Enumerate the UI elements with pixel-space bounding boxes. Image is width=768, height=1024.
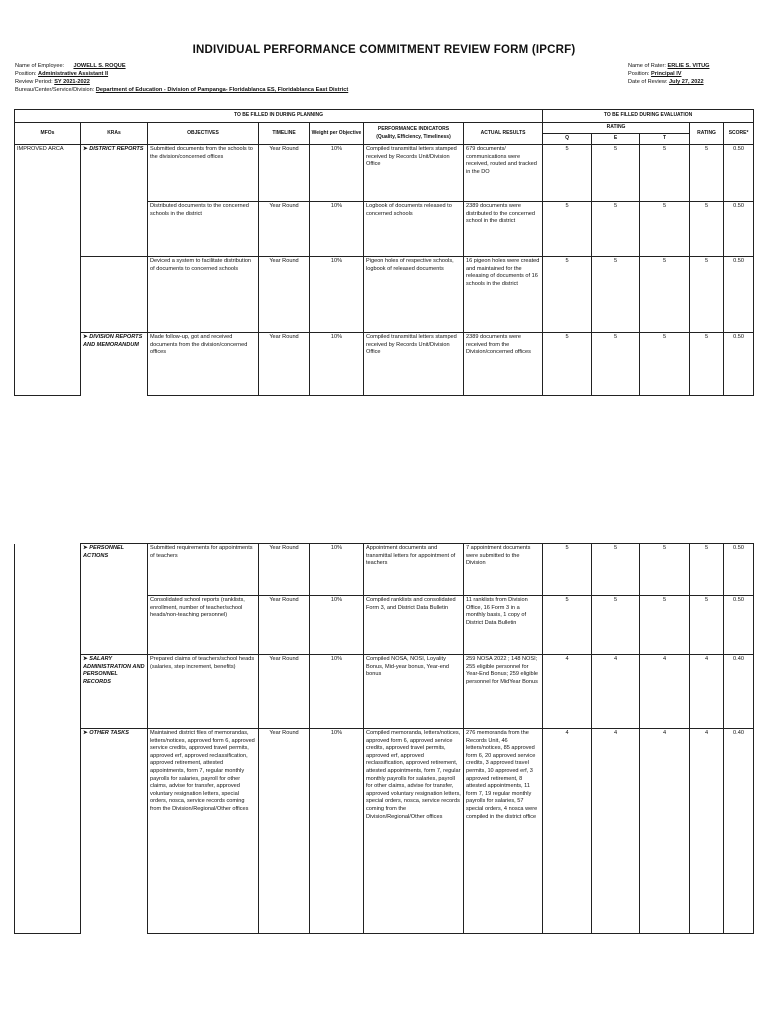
indicators-header xyxy=(364,123,464,145)
indicator-text: Compiled transmittal letters stamped received by Records Unit/Division Office xyxy=(366,334,457,356)
result-cell xyxy=(464,655,543,729)
timeline-text: Year Round xyxy=(269,334,299,340)
q-value: 4 xyxy=(565,730,569,736)
kra-text: PERSONNEL ACTIONS xyxy=(83,545,124,559)
indicator-cell xyxy=(364,257,464,333)
score-cell xyxy=(724,202,754,257)
q-cell xyxy=(543,729,592,934)
indicator-text: Compiled transmittal letters stamped received by Records Unit/Division Office xyxy=(366,146,457,168)
weight-cell xyxy=(310,655,364,729)
evaluation-header: TO BE FILLED DURING EVALUATION xyxy=(543,110,754,123)
indicator-text: Compiled memoranda, letters/notices, approved form 6, approved service credits, approved travel permits, approved erf, approved reclassification, approved retirement, attested appointments, form 7, regular monthly payrolls for salaries, payroll for other claims, advise for transfer, approved voluntary resignation letters, special orders, nosca, service records coming from the Division/Regional/Other offices xyxy=(366,730,461,820)
result-cell xyxy=(464,333,543,396)
planning-header: TO BE FILLED IN DURING PLANNING xyxy=(15,110,543,123)
review-period: SY 2021-2022 xyxy=(54,79,90,85)
weight-cell xyxy=(310,729,364,934)
mfo-cell xyxy=(15,145,81,202)
actual-results-header: ACTUAL RESULTS xyxy=(464,123,543,145)
result-text: 11 ranklists from Division Office, 16 Form 3 in a monthly basis, 1 copy of District Data Bulletin xyxy=(466,597,528,626)
q-cell xyxy=(543,257,592,333)
objective-cell xyxy=(148,655,259,729)
result-text: 679 documents/ communications were received, routed and tracked in the DO xyxy=(466,146,537,175)
rater-name-label: Name of Rater: xyxy=(628,63,666,69)
result-cell xyxy=(464,544,543,596)
timeline-header: TIMELINE xyxy=(259,123,310,145)
t-cell xyxy=(640,333,690,396)
ipcrf-table-page1 xyxy=(14,109,754,396)
t-cell xyxy=(640,544,690,596)
employee-position: Administrative Assistant II xyxy=(38,71,109,77)
weight-header: Weight per Objective xyxy=(310,123,364,145)
weight-text: 10% xyxy=(330,730,343,736)
timeline-cell xyxy=(259,333,310,396)
mfo-cell xyxy=(15,729,81,934)
indicator-cell xyxy=(364,544,464,596)
e-cell xyxy=(592,257,640,333)
objective-text: Submitted requirements for appointments of teachers xyxy=(150,545,253,559)
score-cell xyxy=(724,544,754,596)
table-row xyxy=(15,145,754,202)
weight-cell xyxy=(310,596,364,655)
table-row xyxy=(15,333,754,396)
indicators-title: PERFORMANCE INDICATORS xyxy=(377,125,450,132)
timeline-cell xyxy=(259,655,310,729)
q-value: 5 xyxy=(565,597,569,603)
mfo-cell xyxy=(15,202,81,257)
t-value: 5 xyxy=(663,146,667,152)
t-value: 5 xyxy=(663,258,667,264)
weight-text: 10% xyxy=(330,334,343,340)
weight-cell xyxy=(310,145,364,202)
t-value: 4 xyxy=(662,656,667,662)
mfo-cell xyxy=(15,544,81,596)
q-value: 5 xyxy=(565,146,569,152)
bureau: Department of Education - Division of Pampanga- Floridablanca ES, Floridablanca East District xyxy=(95,87,349,93)
kras-header: KRAs xyxy=(81,123,148,145)
q-value: 5 xyxy=(565,203,569,209)
rating-value: 5 xyxy=(704,597,709,603)
ipcrf-table-page2 xyxy=(14,543,754,934)
result-cell xyxy=(464,257,543,333)
score-cell xyxy=(724,257,754,333)
mfos-header: MFOs xyxy=(15,123,81,145)
mfo-text: IMPROVED ARCA xyxy=(17,146,64,152)
e-cell xyxy=(592,655,640,729)
timeline-text: Year Round xyxy=(269,545,299,551)
rating-value: 5 xyxy=(705,258,709,264)
result-text: 259 NOSA 2022 ; 148 NOSI; 255 eligible personnel for Year-End Bonus; 259 eligible personnel for MidYear Bonus xyxy=(466,656,538,685)
q-cell xyxy=(543,655,592,729)
score-cell xyxy=(724,333,754,396)
mfo-cell xyxy=(15,596,81,655)
rater-name: ERLIE S. VITUG xyxy=(667,63,710,69)
t-cell xyxy=(640,729,690,934)
e-value: 5 xyxy=(614,146,618,152)
e-value: 5 xyxy=(614,258,618,264)
indicator-text: Pigeon holes of respective schools, logbook of released documents xyxy=(366,258,454,272)
q-value: 5 xyxy=(565,545,569,551)
rating-value: 5 xyxy=(705,146,709,152)
table-row xyxy=(15,596,754,655)
rating-value: 4 xyxy=(704,730,709,736)
e-value: 4 xyxy=(613,656,618,662)
score-value: 0.50 xyxy=(733,334,745,340)
weight-text: 10% xyxy=(330,258,343,264)
objective-text: Deviced a system to facilitate distribution of documents to concerned schools xyxy=(150,258,252,272)
indicator-cell xyxy=(364,333,464,396)
timeline-text: Year Round xyxy=(269,258,299,264)
timeline-text: Year Round xyxy=(269,203,299,209)
weight-cell xyxy=(310,544,364,596)
t-value: 4 xyxy=(662,730,667,736)
kra-cell xyxy=(81,202,148,257)
e-cell xyxy=(592,145,640,202)
table-row xyxy=(15,257,754,333)
t-value: 5 xyxy=(663,334,667,340)
employee-position-label: Position: xyxy=(15,71,37,77)
kra-cell xyxy=(81,729,148,934)
result-text: 16 pigeon holes were created and maintained for the releasing of documents of 16 schools in the district xyxy=(466,258,540,287)
e-value: 5 xyxy=(613,545,618,551)
t-cell xyxy=(640,145,690,202)
review-date: July 27, 2022 xyxy=(669,79,704,85)
weight-cell xyxy=(310,257,364,333)
objective-cell xyxy=(148,596,259,655)
e-value: 5 xyxy=(614,203,618,209)
objective-text: Submitted documents from the schools to the division/concerned offices xyxy=(150,146,253,160)
table-row xyxy=(15,655,754,729)
q-cell xyxy=(543,333,592,396)
rating-value: 5 xyxy=(705,203,709,209)
t-cell xyxy=(640,257,690,333)
kra-cell xyxy=(81,596,148,655)
score-cell xyxy=(724,655,754,729)
kra-cell xyxy=(81,257,148,333)
rating-value: 5 xyxy=(704,545,709,551)
indicator-cell xyxy=(364,596,464,655)
weight-text: 10% xyxy=(330,545,343,551)
result-text: 276 memoranda from the Records Unit, 46 letters/notices, 85 approved form 6, 20 approved service credits, 3 approved travel permits, 10 approved erf, 3 approved retirement, 8 attested appointments, 11 form 7, 19 regular monthly payrolls for salaries, 57 special orders, 4 nosca were compiled in the district office xyxy=(466,730,538,820)
score-value: 0.50 xyxy=(733,597,744,603)
indicator-cell xyxy=(364,145,464,202)
rating-cell xyxy=(690,596,724,655)
kra-text: SALARY ADMINISTRATION AND PERSONNEL RECORDS xyxy=(83,656,145,685)
objective-text: Maintained district files of memorandas, letters/notices, approved form 6, approved service credits, approved travel permits, approved erf, approved reclassification, approved retirement, attested appointments, form 7, regular monthly payrolls for salaries, payroll for other claims, advise for transfer, approved voluntary resignation letters, special orders, nosca, service records coming from the Division/Regional/Other offices xyxy=(150,730,255,812)
objective-text: Made follow-up, got and received documents from the division/concerned offices xyxy=(150,334,248,356)
table-row xyxy=(15,544,754,596)
rating-cell xyxy=(690,202,724,257)
q-value: 4 xyxy=(565,656,569,662)
timeline-text: Year Round xyxy=(269,656,299,662)
result-cell xyxy=(464,145,543,202)
employee-name-label: Name of Employee: xyxy=(15,63,65,69)
result-text: 7 appointment documents were submitted to the Division xyxy=(466,545,531,567)
t-value: 5 xyxy=(662,545,667,551)
kra-cell xyxy=(81,544,148,596)
arrow-icon: ➤ xyxy=(83,146,88,152)
score-value: 0.40 xyxy=(733,730,744,736)
objective-text: Distributed documents to the concerned schools in the district xyxy=(150,203,249,217)
indicator-cell xyxy=(364,729,464,934)
score-cell xyxy=(724,729,754,934)
q-cell xyxy=(543,145,592,202)
score-cell xyxy=(724,145,754,202)
q-cell xyxy=(543,202,592,257)
score-value: 0.50 xyxy=(733,146,745,152)
rating-cell xyxy=(690,257,724,333)
t-value: 5 xyxy=(662,597,667,603)
objective-text: Prepared claims of teachers/school heads (salaries, step increment, benefits) xyxy=(150,656,255,670)
q-cell xyxy=(543,544,592,596)
objective-text: Consolidated school reports (ranklists, enrollment, number of teacher/school heads/non-teaching personnel) xyxy=(150,597,245,619)
kra-cell xyxy=(81,333,148,396)
e-value: 4 xyxy=(613,730,618,736)
indicators-subtitle: (Quality, Efficiency, Timeliness) xyxy=(376,133,451,140)
result-cell xyxy=(464,202,543,257)
rating-value: 4 xyxy=(704,656,709,662)
score-value: 0.40 xyxy=(733,656,744,662)
timeline-cell xyxy=(259,544,310,596)
objective-cell xyxy=(148,333,259,396)
e-cell xyxy=(592,729,640,934)
objective-cell xyxy=(148,257,259,333)
objectives-header: OBJECTIVES xyxy=(148,123,259,145)
bureau-label: Bureau/Center/Service/Division: xyxy=(15,87,95,93)
employee-info xyxy=(15,62,348,94)
rating-cell xyxy=(690,333,724,396)
rater-info xyxy=(628,62,709,86)
timeline-text: Year Round xyxy=(269,597,299,603)
result-text: 2389 documents were received from the Division/concerned offices xyxy=(466,334,531,356)
score-value: 0.50 xyxy=(733,258,745,264)
arrow-icon: ➤ xyxy=(83,545,88,551)
e-value: 5 xyxy=(613,597,618,603)
timeline-cell xyxy=(259,596,310,655)
rating-cell xyxy=(690,544,724,596)
t-header: T xyxy=(640,134,690,145)
weight-text: 10% xyxy=(330,146,343,152)
weight-text: 10% xyxy=(330,203,343,209)
timeline-cell xyxy=(259,145,310,202)
e-cell xyxy=(592,596,640,655)
q-cell xyxy=(543,596,592,655)
mfo-cell xyxy=(15,333,81,396)
q-value: 5 xyxy=(565,258,569,264)
mfo-cell xyxy=(15,655,81,729)
timeline-text: Year Round xyxy=(269,146,299,152)
timeline-cell xyxy=(259,202,310,257)
e-cell xyxy=(592,333,640,396)
indicator-text: Logbook of documents released to concerned schools xyxy=(366,203,452,217)
e-cell xyxy=(592,202,640,257)
rating-cell xyxy=(690,729,724,934)
result-cell xyxy=(464,596,543,655)
e-value: 5 xyxy=(614,334,618,340)
rating-value: 5 xyxy=(705,334,709,340)
timeline-text: Year Round xyxy=(269,730,299,736)
kra-text: DIVISION REPORTS AND MEMORANDUM xyxy=(83,334,143,348)
weight-text: 10% xyxy=(330,597,343,603)
objective-cell xyxy=(148,544,259,596)
t-cell xyxy=(640,202,690,257)
score-value: 0.50 xyxy=(733,203,745,209)
objective-cell xyxy=(148,729,259,934)
table-row xyxy=(15,729,754,934)
weight-cell xyxy=(310,202,364,257)
kra-cell xyxy=(81,655,148,729)
table-row xyxy=(15,202,754,257)
rater-position-label: Position: xyxy=(628,71,650,77)
indicator-cell xyxy=(364,202,464,257)
mfo-cell xyxy=(15,257,81,333)
rating-cell xyxy=(690,145,724,202)
q-header: Q xyxy=(543,134,592,145)
indicator-text: Compiled ranklists and consolidated Form 3, and District Data Bulletin xyxy=(366,597,456,611)
weight-text: 10% xyxy=(330,656,343,662)
indicator-cell xyxy=(364,655,464,729)
kra-text: DISTRICT REPORTS xyxy=(89,146,144,152)
e-header: E xyxy=(592,134,640,145)
arrow-icon: ➤ xyxy=(83,334,88,340)
rater-position: Principal IV xyxy=(651,71,682,77)
score-cell xyxy=(724,596,754,655)
rating-cell xyxy=(690,655,724,729)
indicator-text: Compiled NOSA, NOSI, Loyality Bonus, Mid-year bonus, Year-end bonus xyxy=(366,656,450,678)
objective-cell xyxy=(148,202,259,257)
kra-text: OTHER TASKS xyxy=(89,730,129,736)
result-cell xyxy=(464,729,543,934)
rating-header: RATING xyxy=(690,123,724,145)
indicator-text: Appointment documents and transmittal letters for appointment of teachers xyxy=(366,545,456,567)
objective-cell xyxy=(148,145,259,202)
q-value: 5 xyxy=(565,334,569,340)
t-cell xyxy=(640,596,690,655)
arrow-icon: ➤ xyxy=(83,730,88,736)
t-cell xyxy=(640,655,690,729)
arrow-icon: ➤ xyxy=(83,656,88,662)
review-period-label: Review Period: xyxy=(15,79,53,85)
t-value: 5 xyxy=(663,203,667,209)
kra-cell xyxy=(81,145,148,202)
score-header: SCORE* xyxy=(724,123,754,145)
timeline-cell xyxy=(259,257,310,333)
score-value: 0.50 xyxy=(733,545,744,551)
rating-group-header: RATING xyxy=(543,123,690,134)
timeline-cell xyxy=(259,729,310,934)
e-cell xyxy=(592,544,640,596)
form-title: INDIVIDUAL PERFORMANCE COMMITMENT REVIEW FORM (IPCRF) xyxy=(192,44,576,56)
employee-name: JOWELL S. ROQUE xyxy=(73,63,126,69)
weight-cell xyxy=(310,333,364,396)
review-date-label: Date of Review: xyxy=(628,79,668,85)
result-text: 2389 documents were distributed to the concerned school in the district xyxy=(466,203,536,225)
